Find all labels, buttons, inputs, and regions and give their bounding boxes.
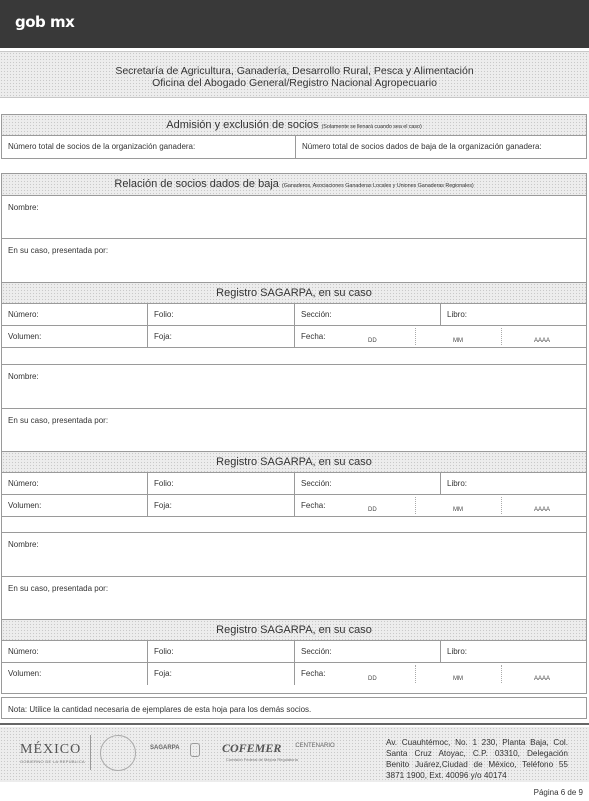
foja-field[interactable]: Foja: [154, 669, 172, 678]
nombre-field[interactable]: Nombre: [2, 196, 586, 239]
presentada-field[interactable]: En su caso, presentada por: [2, 409, 586, 452]
numero-field[interactable]: Número: [8, 647, 39, 656]
spacer [2, 348, 586, 365]
admision-title: Admisión y exclusión de socios (Solamente se llenará cuando sea el caso) [2, 115, 586, 136]
nombre-field[interactable]: Nombre: [2, 365, 586, 409]
mm-label: MM [453, 338, 463, 344]
agency-name: Secretaría de Agricultura, Ganadería, Desarrollo Rural, Pesca y Alimentación [115, 65, 474, 77]
note: Nota: Utilice la cantidad necesaria de ejemplares de esta hoja para los demás socios. [1, 697, 587, 719]
dd-label: DD [368, 676, 377, 682]
sagarpa-seal-icon [190, 743, 200, 757]
seccion-field[interactable]: Sección: [301, 647, 332, 656]
foja-field[interactable]: Foja: [154, 332, 172, 341]
presentada-field[interactable]: En su caso, presentada por: [2, 239, 586, 283]
mexico-sub: GOBIERNO DE LA REPÚBLICA [20, 759, 85, 764]
relacion-title-note: (Ganaderos, Asociaciones Ganaderas Locales y Uniones Ganaderas Regionales) [281, 183, 474, 189]
dd-label: DD [368, 507, 377, 513]
libro-field[interactable]: Libro: [447, 647, 468, 656]
aaaa-label: AAAA [534, 338, 551, 344]
address: Av. Cuauhtémoc, No. 1 230, Planta Baja, Col. Santa Cruz Atoyac, C.P. 03310, Delegación Benito Juárez,Ciudad de México, Teléfono 55 3871 1900, Ext. 40096 y/o 40174 [386, 738, 568, 780]
office-name: Oficina del Abogado General/Registro Nacional Agropecuario [152, 77, 437, 89]
numero-field[interactable]: Número: [8, 479, 39, 488]
seal-icon [100, 735, 136, 771]
volumen-field[interactable]: Volumen: [8, 669, 42, 678]
foja-field[interactable]: Foja: [154, 501, 172, 510]
admision-section [1, 114, 587, 159]
folio-field[interactable]: Folio: [154, 647, 174, 656]
nombre-field[interactable]: Nombre: [2, 533, 586, 577]
header-band [0, 51, 589, 98]
fecha-field[interactable]: Fecha: [301, 501, 326, 510]
fecha-field[interactable]: Fecha: [301, 332, 326, 341]
registro-row-2 [2, 495, 586, 517]
gobmx-logo: gob mx [15, 13, 75, 31]
registro-row-1 [2, 641, 586, 663]
mexico-logo: MÉXICO [20, 742, 82, 757]
folio-field[interactable]: Folio: [154, 310, 174, 319]
folio-field[interactable]: Folio: [154, 479, 174, 488]
volumen-field[interactable]: Volumen: [8, 501, 42, 510]
centenario-logo: CENTENARIO [295, 743, 335, 749]
seccion-field[interactable]: Sección: [301, 310, 332, 319]
registro-title: Registro SAGARPA, en su caso [2, 283, 586, 304]
volumen-field[interactable]: Volumen: [8, 332, 42, 341]
relacion-title: Relación de socios dados de baja (Ganaderos, Asociaciones Ganaderas Locales y Uniones Ganaderas Regionales) [2, 174, 586, 196]
mm-label: MM [453, 507, 463, 513]
registro-row-1 [2, 304, 586, 326]
page-number: Página 6 de 9 [533, 788, 583, 797]
aaaa-label: AAAA [534, 676, 551, 682]
registro-row-2 [2, 663, 586, 685]
registro-row-2 [2, 326, 586, 348]
cofemer-logo: COFEMER [222, 741, 282, 755]
footer [0, 727, 589, 782]
sagarpa-logo: SAGARPA [150, 745, 180, 751]
admision-row [2, 136, 586, 158]
seccion-field[interactable]: Sección: [301, 479, 332, 488]
spacer [2, 517, 586, 533]
relacion-section [1, 173, 587, 694]
total-baja-field[interactable]: Número total de socios dados de baja de la organización ganadera: [302, 142, 542, 151]
numero-field[interactable]: Número: [8, 310, 39, 319]
libro-field[interactable]: Libro: [447, 479, 468, 488]
mm-label: MM [453, 676, 463, 682]
registro-row-1 [2, 473, 586, 495]
libro-field[interactable]: Libro: [447, 310, 468, 319]
total-socios-field[interactable]: Número total de socios de la organización ganadera: [8, 142, 196, 151]
registro-title: Registro SAGARPA, en su caso [2, 620, 586, 641]
fecha-field[interactable]: Fecha: [301, 669, 326, 678]
divider [90, 735, 91, 770]
top-bar [0, 0, 589, 48]
presentada-field[interactable]: En su caso, presentada por: [2, 577, 586, 620]
dd-label: DD [368, 338, 377, 344]
footer-rule [0, 723, 589, 725]
admision-title-note: (Solamente se llenará cuando sea el caso) [321, 124, 422, 130]
cofemer-sub: Comisión Federal de Mejora Regulatoria [226, 757, 298, 762]
registro-title: Registro SAGARPA, en su caso [2, 452, 586, 473]
aaaa-label: AAAA [534, 507, 551, 513]
